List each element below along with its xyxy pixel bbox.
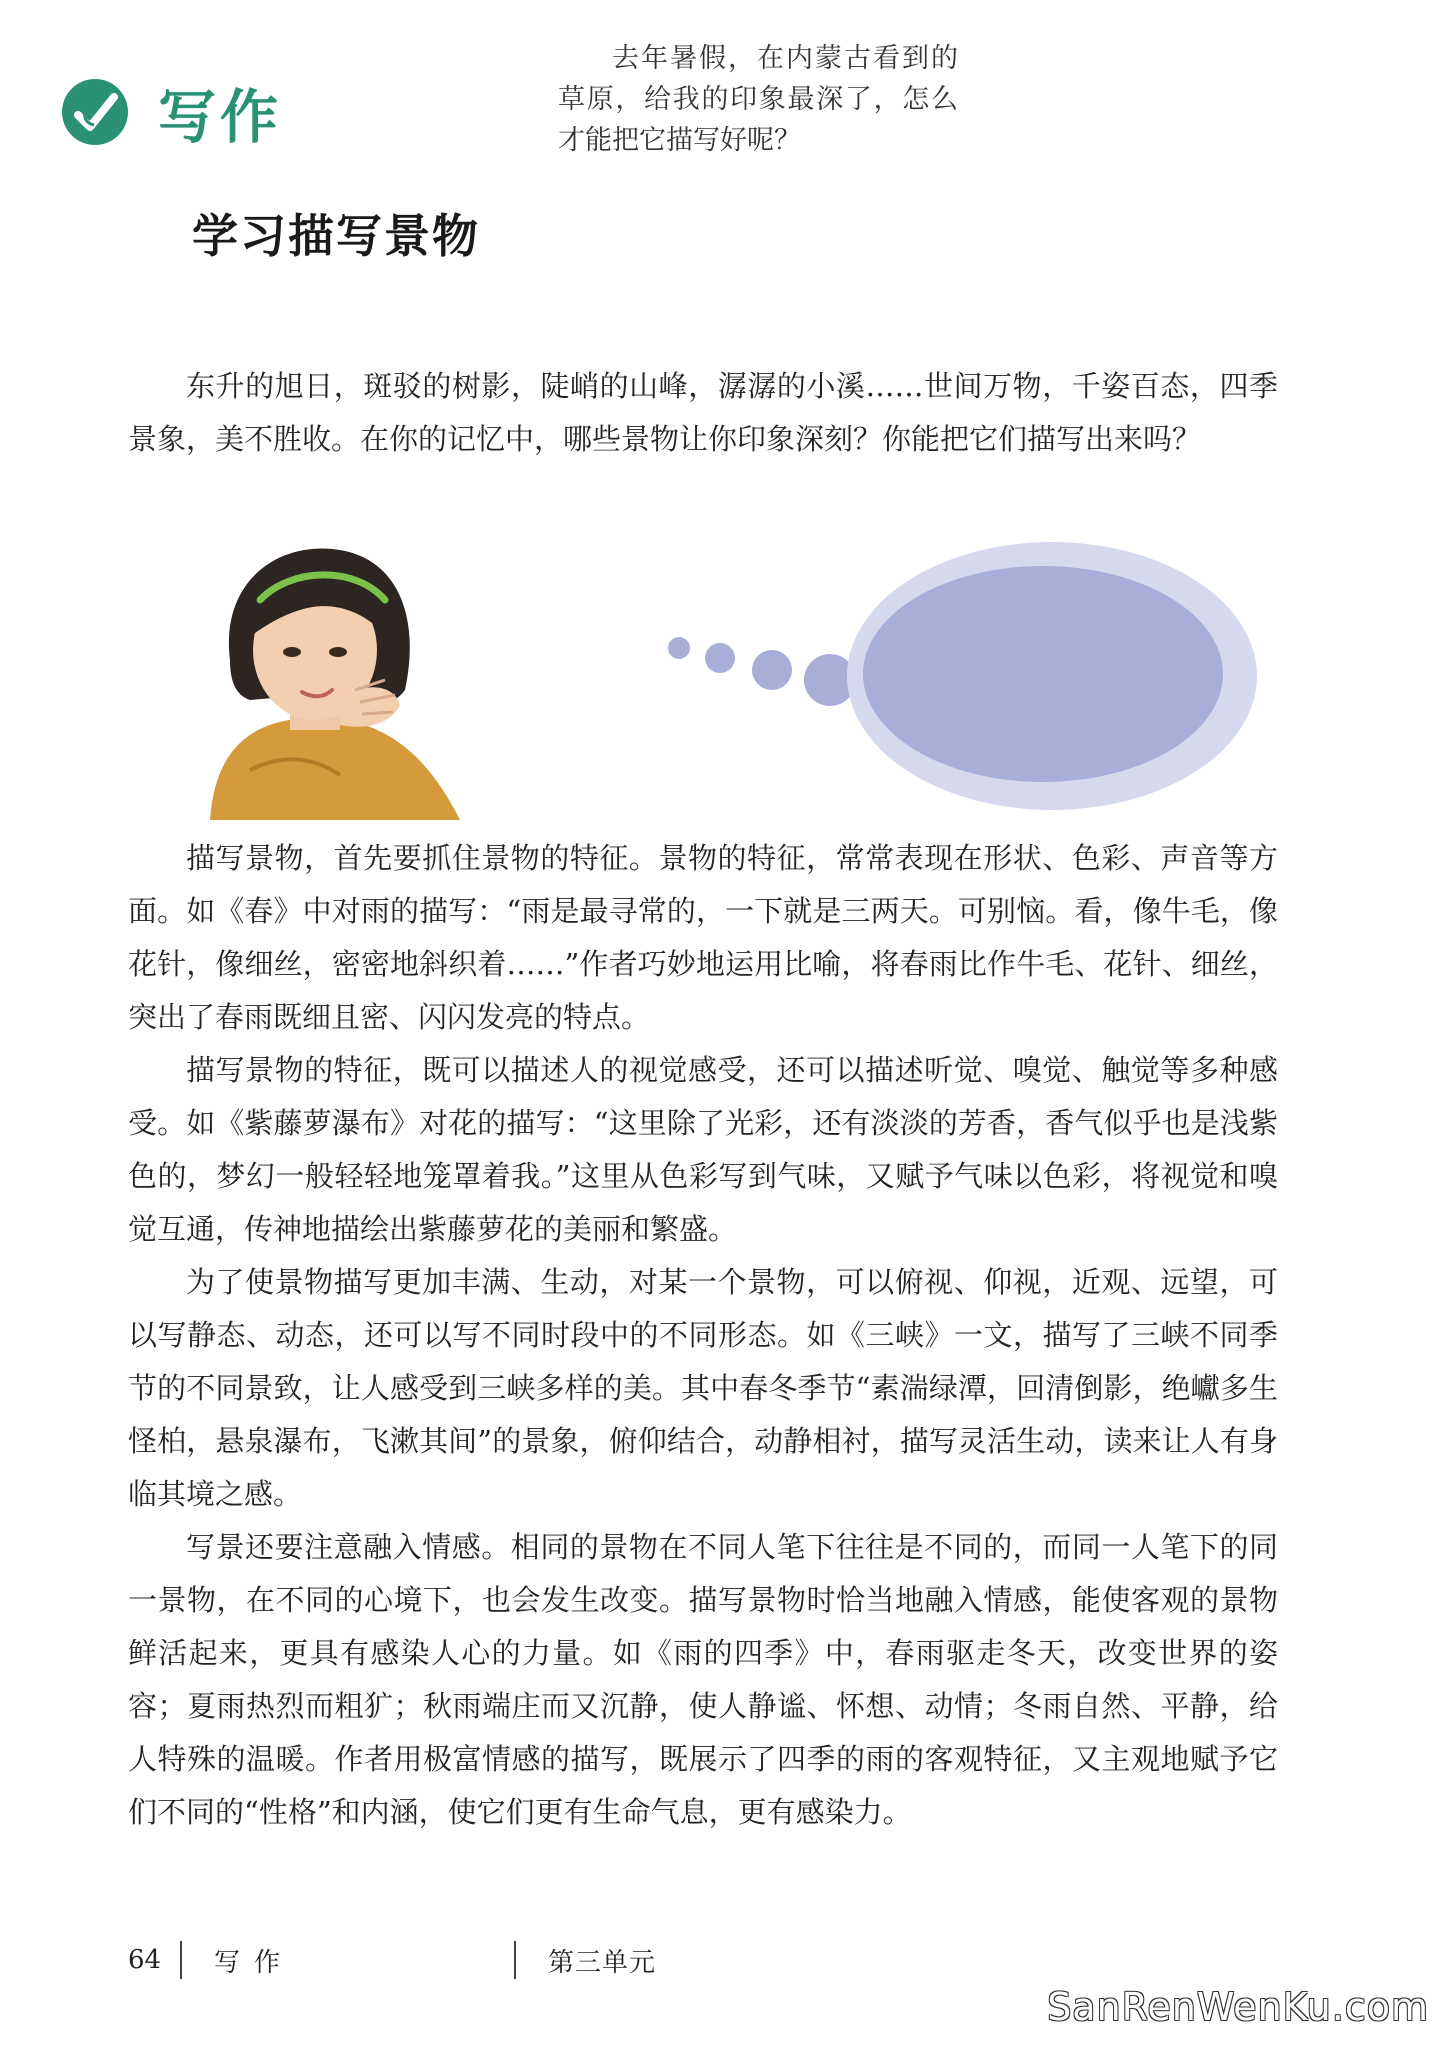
footer-unit-label: 第三单元	[548, 1947, 657, 1978]
thought-dot-3	[752, 650, 792, 690]
footer-divider	[514, 1941, 516, 1979]
footer-section-label: 写作	[214, 1947, 295, 1978]
bubble-inner	[863, 566, 1223, 782]
writing-pen-icon	[60, 77, 130, 147]
body-paragraph-4: 写景还要注意融入情感。相同的景物在不同人笔下往往是不同的，而同一人笔下的同一景物，在不同的心境下，也会发生改变。描写景物时恰当地融入情感，能使客观的景物鲜活起来，更具有感染人心的力量。如《雨的四季》中，春雨驱走冬天，改变世界的姿容；夏雨热烈而粗犷；秋雨端庄而又沉静，使人静谧、怀想、动情；冬雨自然、平静，给人特殊的温暖。作者用极富情感的描写，既展示了四季的雨的客观特征，又主观地赋予它们不同的“性格”和内涵，使它们更有生命气息，更有感染力。	[128, 1530, 1278, 1829]
body-paragraph-3: 为了使景物描写更加丰满、生动，对某一个景物，可以俯视、仰视，近观、远望，可以写静态、动态，还可以写不同时段中的不同形态。如《三峡》一文，描写了三峡不同季节的不同景致，让人感受到三峡多样的美。其中春冬季节“素湍绿潭，回清倒影，绝巘多生怪柏，悬泉瀑布，飞漱其间”的景象，俯仰结合，动静相衬，描写灵活生动，读来让人有身临其境之感。	[128, 1265, 1278, 1511]
page-number: 64	[128, 1945, 162, 1975]
thought-bubble	[665, 540, 1260, 812]
page-footer	[128, 1935, 656, 1985]
section-header	[60, 72, 282, 152]
section-title: 写作	[158, 83, 283, 151]
page-title: 学习描写景物	[192, 209, 480, 263]
bubble-text: 去年暑假，在内蒙古看到的草原，给我的印象最深了，怎么才能把它描写好呢？	[558, 43, 958, 156]
body-paragraph-1: 描写景物，首先要抓住景物的特征。景物的特征，常常表现在形状、色彩、声音等方面。如《春》中对雨的描写：“雨是最寻常的，一下就是三两天。可别恼。看，像牛毛，像花针，像细丝，密密地斜织着……”作者巧妙地运用比喻，将春雨比作牛毛、花针、细丝，突出了春雨既细且密、闪闪发亮的特点。	[128, 841, 1278, 1034]
girl-thinking-illustration	[190, 540, 480, 820]
body-paragraph-2: 描写景物的特征，既可以描述人的视觉感受，还可以描述听觉、嗅觉、触觉等多种感受。如《紫藤萝瀑布》对花的描写：“这里除了光彩，还有淡淡的芳香，香气似乎也是浅紫色的，梦幻一般轻轻地笼罩着我。”这里从色彩写到气味，又赋予气味以色彩，将视觉和嗅觉互通，传神地描绘出紫藤萝花的美丽和繁盛。	[128, 1053, 1278, 1246]
thought-dot-2	[705, 643, 735, 673]
footer-divider	[180, 1941, 182, 1979]
intro-paragraph: 东升的旭日，斑驳的树影，陡峭的山峰，潺潺的小溪……世间万物，千姿百态，四季景象，美不胜收。在你的记忆中，哪些景物让你印象深刻？你能把它们描写出来吗？	[128, 369, 1278, 456]
thought-dot-1	[668, 637, 690, 659]
watermark: SanRenWenKu.com	[1047, 1985, 1429, 2029]
illustration	[190, 540, 1260, 820]
